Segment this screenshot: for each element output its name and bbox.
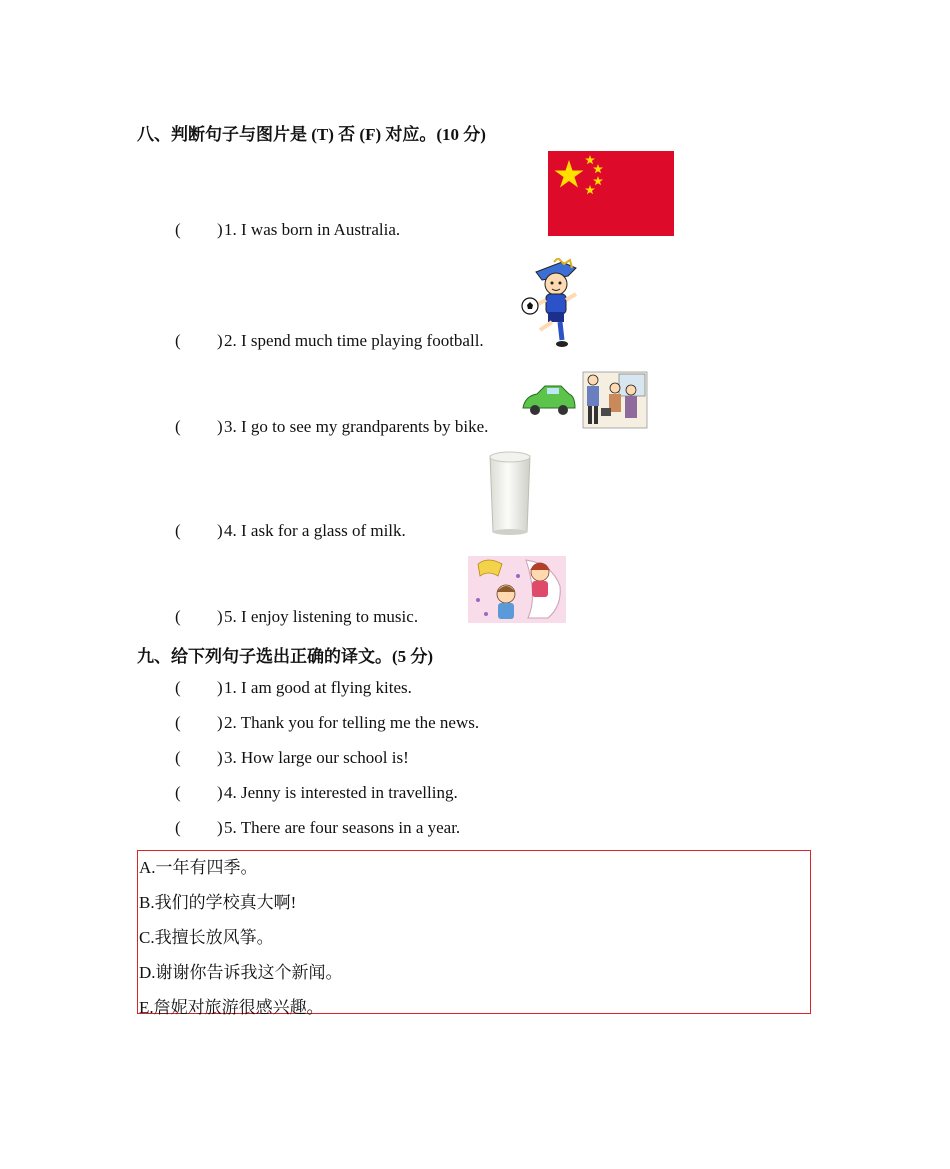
answer-blank-close: ) bbox=[217, 607, 223, 626]
answer-options-box bbox=[137, 850, 811, 1017]
sentence-text: 3. How large our school is! bbox=[224, 748, 409, 767]
section-8-item-5 bbox=[175, 607, 575, 629]
answer-blank-open[interactable]: ( bbox=[175, 220, 181, 239]
answer-option-e: E.詹妮对旅游很感兴趣。 bbox=[139, 998, 324, 1017]
section-9-item-3 bbox=[175, 748, 575, 770]
sentence-text: 1. I am good at flying kites. bbox=[224, 678, 412, 697]
sentence-text: 2. Thank you for telling me the news. bbox=[224, 713, 480, 732]
section-9-item-2 bbox=[175, 713, 575, 735]
sentence-text: 4. Jenny is interested in travelling. bbox=[224, 783, 458, 802]
sentence-text: 2. I spend much time playing football. bbox=[224, 331, 484, 350]
answer-option-a: A.一年有四季。 bbox=[139, 858, 258, 877]
section-8-item-1 bbox=[175, 220, 575, 242]
sentence-text: 1. I was born in Australia. bbox=[224, 220, 401, 239]
answer-blank-close: ) bbox=[217, 818, 223, 837]
answer-blank-close: ) bbox=[217, 220, 223, 239]
answer-blank-open[interactable]: ( bbox=[175, 417, 181, 436]
answer-option-b: B.我们的学校真大啊! bbox=[139, 893, 297, 912]
sentence-text: 5. I enjoy listening to music. bbox=[224, 607, 419, 626]
sentence-text: 5. There are four seasons in a year. bbox=[224, 818, 461, 837]
answer-blank-open[interactable]: ( bbox=[175, 748, 181, 767]
section-8-heading: 八、判断句子与图片是 (T) 否 (F) 对应。(10 分) bbox=[137, 125, 486, 144]
answer-blank-close: ) bbox=[217, 713, 223, 732]
answer-blank-close: ) bbox=[217, 417, 223, 436]
section-8-item-2 bbox=[175, 331, 575, 353]
answer-blank-close: ) bbox=[217, 748, 223, 767]
sentence-text: 3. I go to see my grandparents by bike. bbox=[224, 417, 489, 436]
section-9-item-5 bbox=[175, 818, 575, 840]
section-8-item-3 bbox=[175, 417, 575, 439]
answer-option-c: C.我擅长放风筝。 bbox=[139, 928, 274, 947]
answer-blank-close: ) bbox=[217, 783, 223, 802]
answer-blank-open[interactable]: ( bbox=[175, 678, 181, 697]
section-9-heading: 九、给下列句子选出正确的译文。(5 分) bbox=[137, 647, 434, 666]
answer-option-d: D.谢谢你告诉我这个新闻。 bbox=[139, 963, 343, 982]
section-8-item-4 bbox=[175, 521, 575, 543]
answer-blank-open[interactable]: ( bbox=[175, 331, 181, 350]
sentence-text: 4. I ask for a glass of milk. bbox=[224, 521, 406, 540]
section-9-item-4 bbox=[175, 783, 575, 805]
answer-blank-close: ) bbox=[217, 331, 223, 350]
section-9-item-1 bbox=[175, 678, 575, 700]
answer-blank-open[interactable]: ( bbox=[175, 607, 181, 626]
answer-blank-close: ) bbox=[217, 678, 223, 697]
answer-blank-open[interactable]: ( bbox=[175, 713, 181, 732]
answer-blank-close: ) bbox=[217, 521, 223, 540]
answer-blank-open[interactable]: ( bbox=[175, 521, 181, 540]
answer-blank-open[interactable]: ( bbox=[175, 783, 181, 802]
answer-blank-open[interactable]: ( bbox=[175, 818, 181, 837]
